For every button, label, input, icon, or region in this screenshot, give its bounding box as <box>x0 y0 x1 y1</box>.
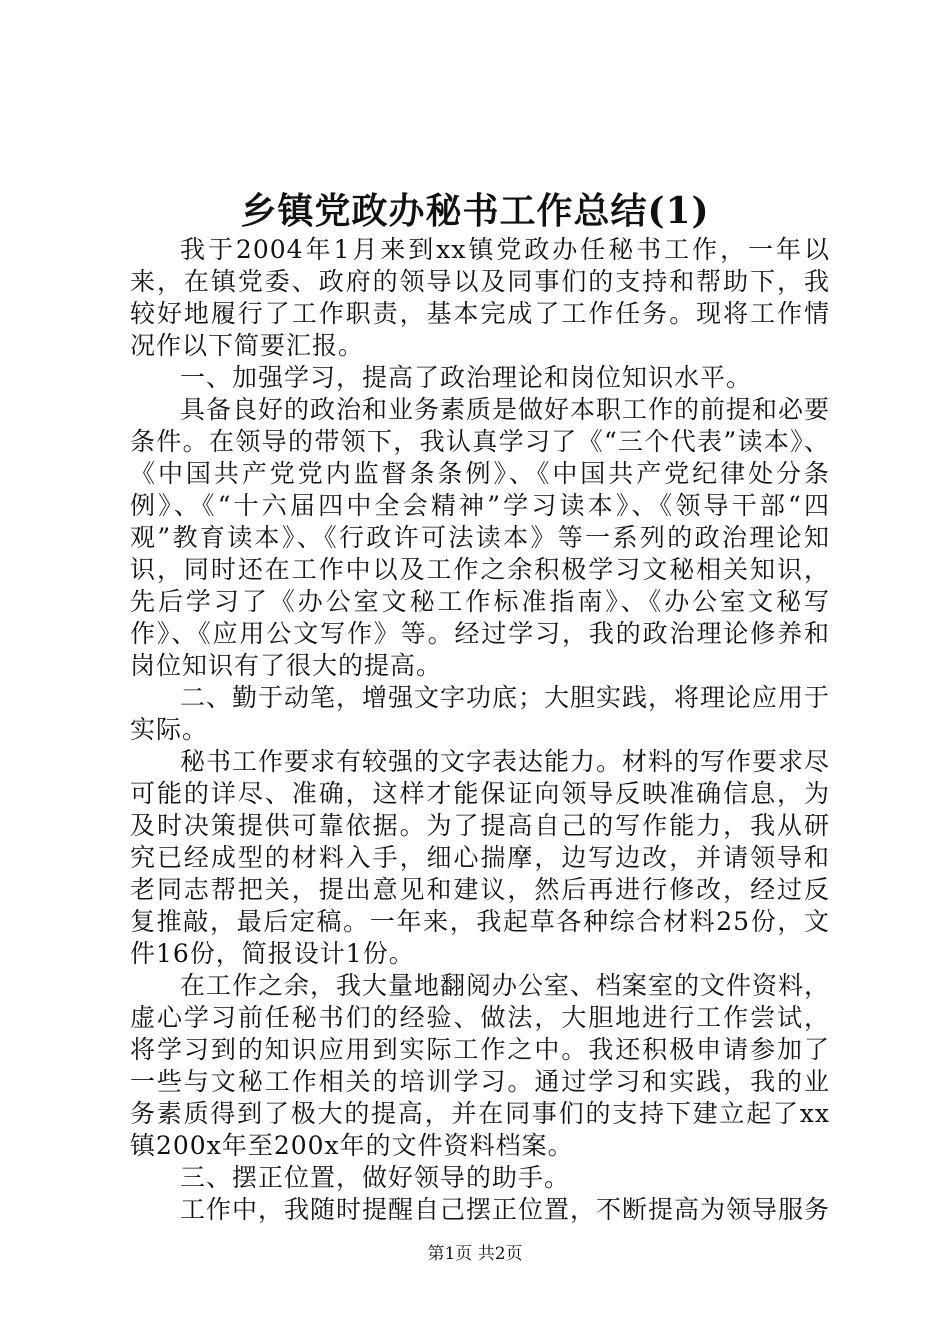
page-footer: 第1页 共2页 <box>427 1244 523 1264</box>
paragraph-practice: 在工作之余，我大量地翻阅办公室、档案室的文件资料，虚心学习前任秘书们的经验、做法，大胆地进行工作尝试，将学习到的知识应用到实际工作之中。我还积极申请参加了一些与文秘工作相关的培训学习。通过学习和实践，我的业务素质得到了极大的提高，并在同事们的支持下建立起了xx镇200x年至200x年的文件资料档案。 <box>130 971 831 1160</box>
paragraph-position: 工作中，我随时提醒自己摆正位置，不断提高为领导服务 <box>180 1195 831 1224</box>
section-heading-1: 一、加强学习，提高了政治理论和岗位知识水平。 <box>180 363 753 392</box>
paragraph-writing: 秘书工作要求有较强的文字表达能力。材料的写作要求尽可能的详尽、准确，这样才能保证向领导反映准确信息，为及时决策提供可靠依据。为了提高自己的写作能力，我从研究已经成型的材料入手，细心揣摩，边写边改，并请领导和老同志帮把关，提出意见和建议，然后再进行修改，经过反复推敲，最后定稿。一年来，我起草各种综合材料25份，文件16份，简报设计1份。 <box>130 747 831 968</box>
section-heading-2: 二、勤于动笔，增强文字功底；大胆实践，将理论应用于实际。 <box>130 683 831 744</box>
section-heading-3: 三、摆正位置，做好领导的助手。 <box>180 1163 571 1192</box>
document-body <box>130 234 830 1226</box>
paragraph-intro: 我于2004年1月来到xx镇党政办任秘书工作，一年以来，在镇党委、政府的领导以及同事们的支持和帮助下，我较好地履行了工作职责，基本完成了工作任务。现将工作情况作以下简要汇报。 <box>130 235 830 360</box>
paragraph-study: 具备良好的政治和业务素质是做好本职工作的前提和必要条件。在领导的带领下，我认真学习了《“三个代表”读本》、《中国共产党党内监督条条例》、《中国共产党纪律处分条例》、《“十六届四中全会精神”学习读本》、《领导干部“四观”教育读本》、《行政许可法读本》等一系列的政治理论知识，同时还在工作中以及工作之余积极学习文秘相关知识，先后学习了《办公室文秘工作标准指南》、《办公室文秘写作》、《应用公文写作》等。经过学习，我的政治理论修养和岗位知识有了很大的提高。 <box>130 395 831 680</box>
document-title: 乡镇党政办秘书工作总结(1) <box>240 190 710 232</box>
